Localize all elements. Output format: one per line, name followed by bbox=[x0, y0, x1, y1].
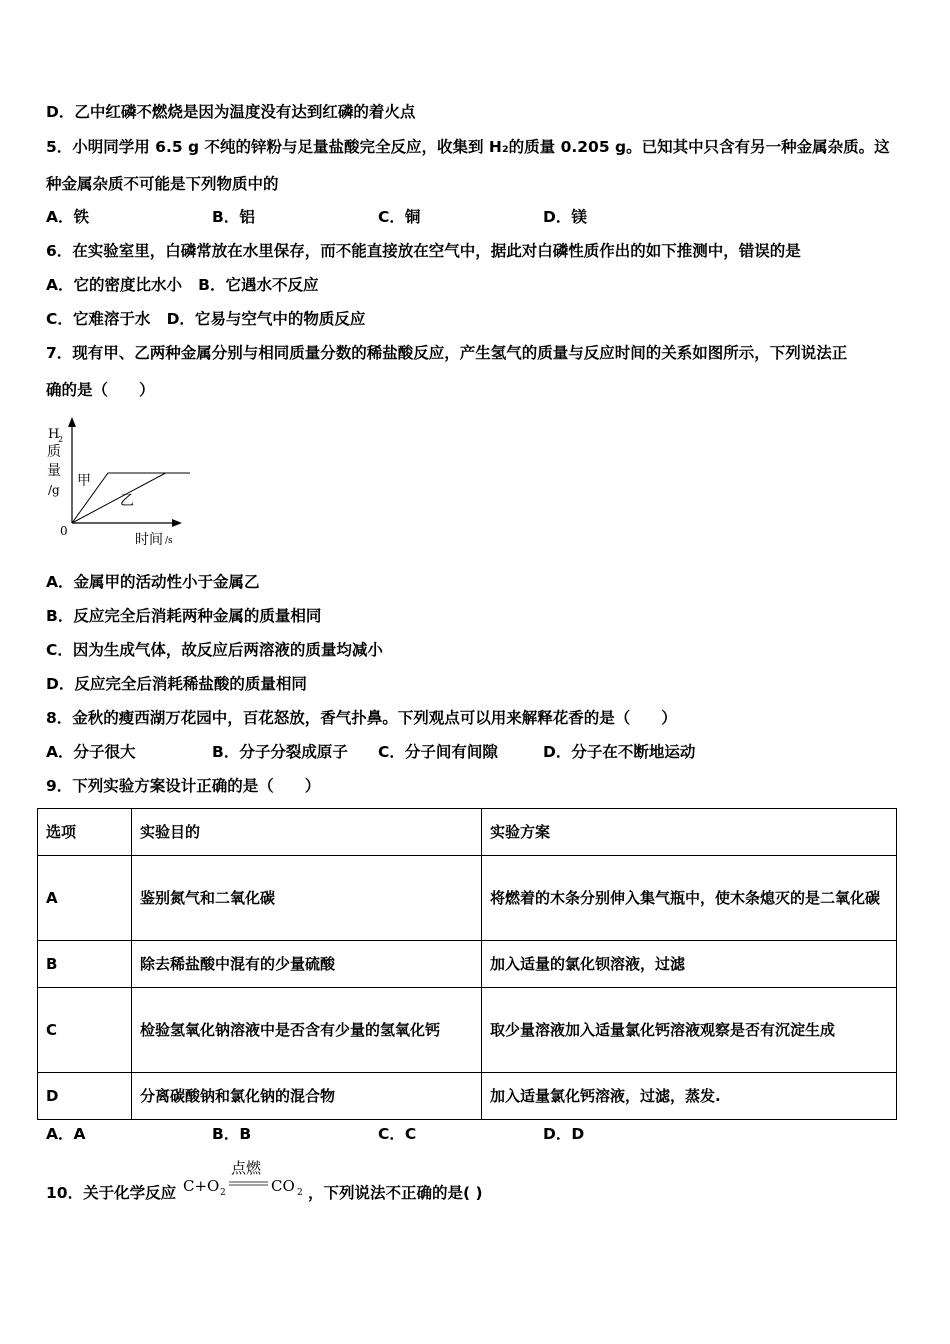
q7-stem: 7．现有甲、乙两种金属分别与相同质量分数的稀盐酸反应，产生氢气的质量与反应时间的关系如图所示，下列说法正 bbox=[46, 344, 848, 362]
y-label-unit: /g bbox=[48, 483, 60, 497]
table-cell: 加入适量氯化钙溶液，过滤，蒸发. bbox=[482, 1073, 897, 1120]
equation-reactants: C+O bbox=[183, 1177, 220, 1195]
q6-stem: 6．在实验室里，白磷常放在水里保存，而不能直接放在空气中，据此对白磷性质作出的如下推测中，错误的是 bbox=[46, 242, 801, 260]
q5-option-a: A．铁 bbox=[46, 208, 89, 226]
q7-chart bbox=[40, 415, 190, 550]
q8-option-a: A．分子很大 bbox=[46, 743, 136, 761]
x-unit: /s bbox=[165, 536, 173, 546]
table-cell: 加入适量的氯化钡溶液，过滤 bbox=[482, 941, 897, 988]
q9-table bbox=[37, 808, 897, 1120]
table-cell: 除去稀盐酸中混有的少量硫酸 bbox=[132, 941, 482, 988]
x-label: 时间 bbox=[135, 532, 163, 548]
q9-option-a: A．A bbox=[46, 1125, 86, 1143]
y-axis-arrow bbox=[68, 417, 76, 427]
equation-product-sub: 2 bbox=[297, 1188, 303, 1198]
series-jia-label: 甲 bbox=[77, 473, 91, 489]
table-cell: C bbox=[38, 988, 132, 1073]
q5-option-d: D．镁 bbox=[543, 208, 587, 226]
q10-equation bbox=[183, 1157, 308, 1202]
q5-stem-cont: 种金属杂质不可能是下列物质中的 bbox=[46, 175, 279, 193]
q10-stem-suffix: ，下列说法不正确的是( ) bbox=[308, 1184, 483, 1202]
table-cell: 取少量溶液加入适量氯化钙溶液观察是否有沉淀生成 bbox=[482, 988, 897, 1073]
y-label-h: H bbox=[48, 427, 60, 442]
q7-option-d: D．反应完全后消耗稀盐酸的质量相同 bbox=[46, 675, 307, 693]
q7-option-b: B．反应完全后消耗两种金属的质量相同 bbox=[46, 607, 322, 625]
y-label-zhi: 质 bbox=[47, 444, 61, 460]
q8-option-b: B．分子分裂成原子 bbox=[212, 743, 348, 761]
series-yi-label: 乙 bbox=[120, 493, 134, 509]
q6-options-cd: C．它难溶于水 D．它易与空气中的物质反应 bbox=[46, 310, 366, 328]
table-row bbox=[38, 988, 897, 1073]
origin-label: 0 bbox=[60, 524, 68, 538]
q5-option-b: B．铝 bbox=[212, 208, 255, 226]
table-cell: 分离碳酸钠和氯化钠的混合物 bbox=[132, 1073, 482, 1120]
q8-option-d: D．分子在不断地运动 bbox=[543, 743, 696, 761]
q8-option-c: C．分子间有间隙 bbox=[378, 743, 498, 761]
table-header-cell: 实验目的 bbox=[132, 809, 482, 856]
q8-stem: 8．金秋的瘦西湖万花园中，百花怒放，香气扑鼻。下列观点可以用来解释花香的是（ ） bbox=[46, 709, 677, 727]
q6-options-ab: A．它的密度比水小 B．它遇水不反应 bbox=[46, 276, 319, 294]
table-cell: 将燃着的木条分别伸入集气瓶中，使木条熄灭的是二氧化碳 bbox=[482, 856, 897, 941]
table-row bbox=[38, 856, 897, 941]
equation-reactant-sub: 2 bbox=[220, 1188, 226, 1198]
table-header-cell: 选项 bbox=[38, 809, 132, 856]
q10-stem-prefix: 10．关于化学反应 bbox=[46, 1184, 177, 1202]
q4-option-d: D．乙中红磷不燃烧是因为温度没有达到红磷的着火点 bbox=[46, 103, 416, 121]
q9-option-b: B．B bbox=[212, 1125, 252, 1143]
table-header-cell: 实验方案 bbox=[482, 809, 897, 856]
table-header-row bbox=[38, 809, 897, 856]
q7-option-a: A．金属甲的活动性小于金属乙 bbox=[46, 573, 260, 591]
q5-option-c: C．铜 bbox=[378, 208, 421, 226]
q7-option-c: C．因为生成气体，故反应后两溶液的质量均减小 bbox=[46, 641, 383, 659]
equation-product: CO bbox=[271, 1177, 295, 1195]
table-cell: D bbox=[38, 1073, 132, 1120]
q7-stem-cont: 确的是（ ） bbox=[46, 381, 155, 399]
table-row bbox=[38, 1073, 897, 1120]
table-cell: 鉴别氮气和二氧化碳 bbox=[132, 856, 482, 941]
q9-option-d: D．D bbox=[543, 1125, 585, 1143]
table-row bbox=[38, 941, 897, 988]
q5-stem: 5．小明同学用 6.5 g 不纯的锌粉与足量盐酸完全反应，收集到 H₂的质量 0.205 g。已知其中只含有另一种金属杂质。这 bbox=[46, 138, 890, 156]
y-label-liang: 量 bbox=[47, 463, 61, 479]
q9-option-c: C．C bbox=[378, 1125, 417, 1143]
equation-condition: 点燃 bbox=[231, 1159, 262, 1177]
q9-stem: 9．下列实验方案设计正确的是（ ） bbox=[46, 777, 321, 795]
table-cell: B bbox=[38, 941, 132, 988]
x-axis-arrow bbox=[172, 519, 182, 527]
table-cell: A bbox=[38, 856, 132, 941]
table-cell: 检验氢氧化钠溶液中是否含有少量的氢氧化钙 bbox=[132, 988, 482, 1073]
y-label-sub: 2 bbox=[58, 435, 64, 444]
